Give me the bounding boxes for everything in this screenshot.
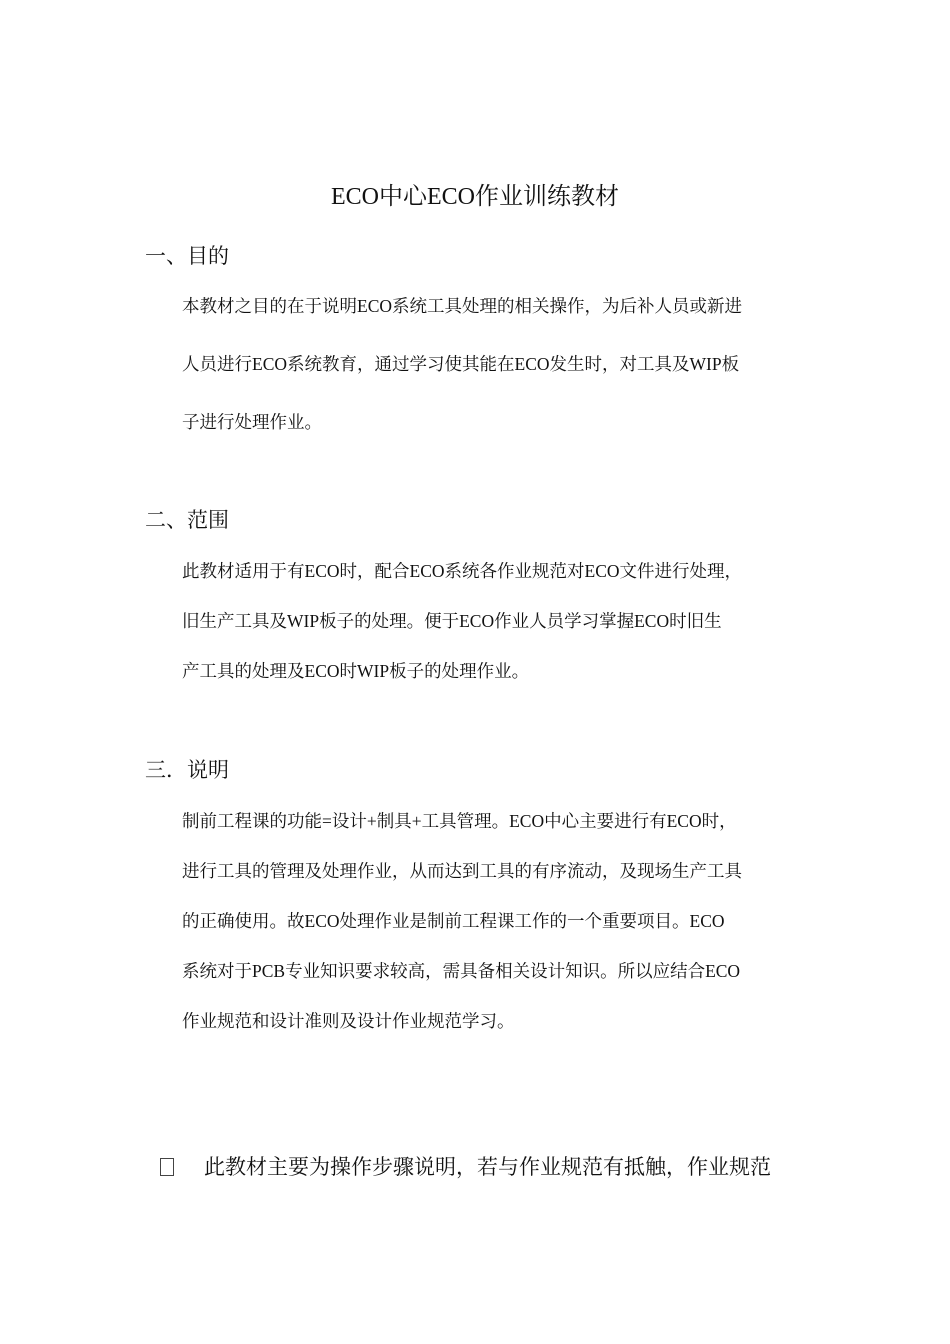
- section-body-purpose: [182, 291, 812, 465]
- paragraph-line: 进行工具的管理及处理作业，从而达到工具的有序流动，及现场生产工具: [182, 861, 742, 881]
- document-title: ECO中心ECO作业训练教材: [331, 184, 619, 210]
- section-heading-purpose: 一、目的: [145, 244, 229, 268]
- missing-glyph-bullet-icon: [160, 1158, 174, 1176]
- paragraph-line: 本教材之目的在于说明ECO系统工具处理的相关操作，为后补人员或新进: [182, 296, 742, 316]
- paragraph-line: 旧生产工具及WIP板子的处理。便于ECO作业人员学习掌握ECO时旧生: [182, 611, 722, 631]
- note-line: [160, 1152, 820, 1182]
- paragraph-line: 作业规范和设计准则及设计作业规范学习。: [182, 1011, 515, 1031]
- paragraph-line: 子进行处理作业。: [182, 412, 322, 432]
- paragraph-line: 产工具的处理及ECO时WIP板子的处理作业。: [182, 661, 530, 681]
- paragraph-line: 的正确使用。故ECO处理作业是制前工程课工作的一个重要项目。ECO: [182, 911, 725, 931]
- section-heading-description: 三．说明: [145, 758, 229, 782]
- section-body-description: [182, 806, 812, 1056]
- paragraph-line: 此教材适用于有ECO时，配合ECO系统各作业规范对ECO文件进行处理，: [182, 561, 742, 581]
- paragraph-line: 人员进行ECO系统教育，通过学习使其能在ECO发生时，对工具及WIP板: [182, 354, 740, 374]
- section-body-scope: [182, 556, 812, 706]
- paragraph-line: 制前工程课的功能=设计+制具+工具管理。ECO中心主要进行有ECO时，: [182, 811, 737, 831]
- paragraph-line: 系统对于PCB专业知识要求较高，需具备相关设计知识。所以应结合ECO: [182, 961, 741, 981]
- note-text: 此教材主要为操作步骤说明，若与作业规范有抵触，作业规范: [204, 1155, 771, 1179]
- section-heading-scope: 二、范围: [145, 508, 229, 532]
